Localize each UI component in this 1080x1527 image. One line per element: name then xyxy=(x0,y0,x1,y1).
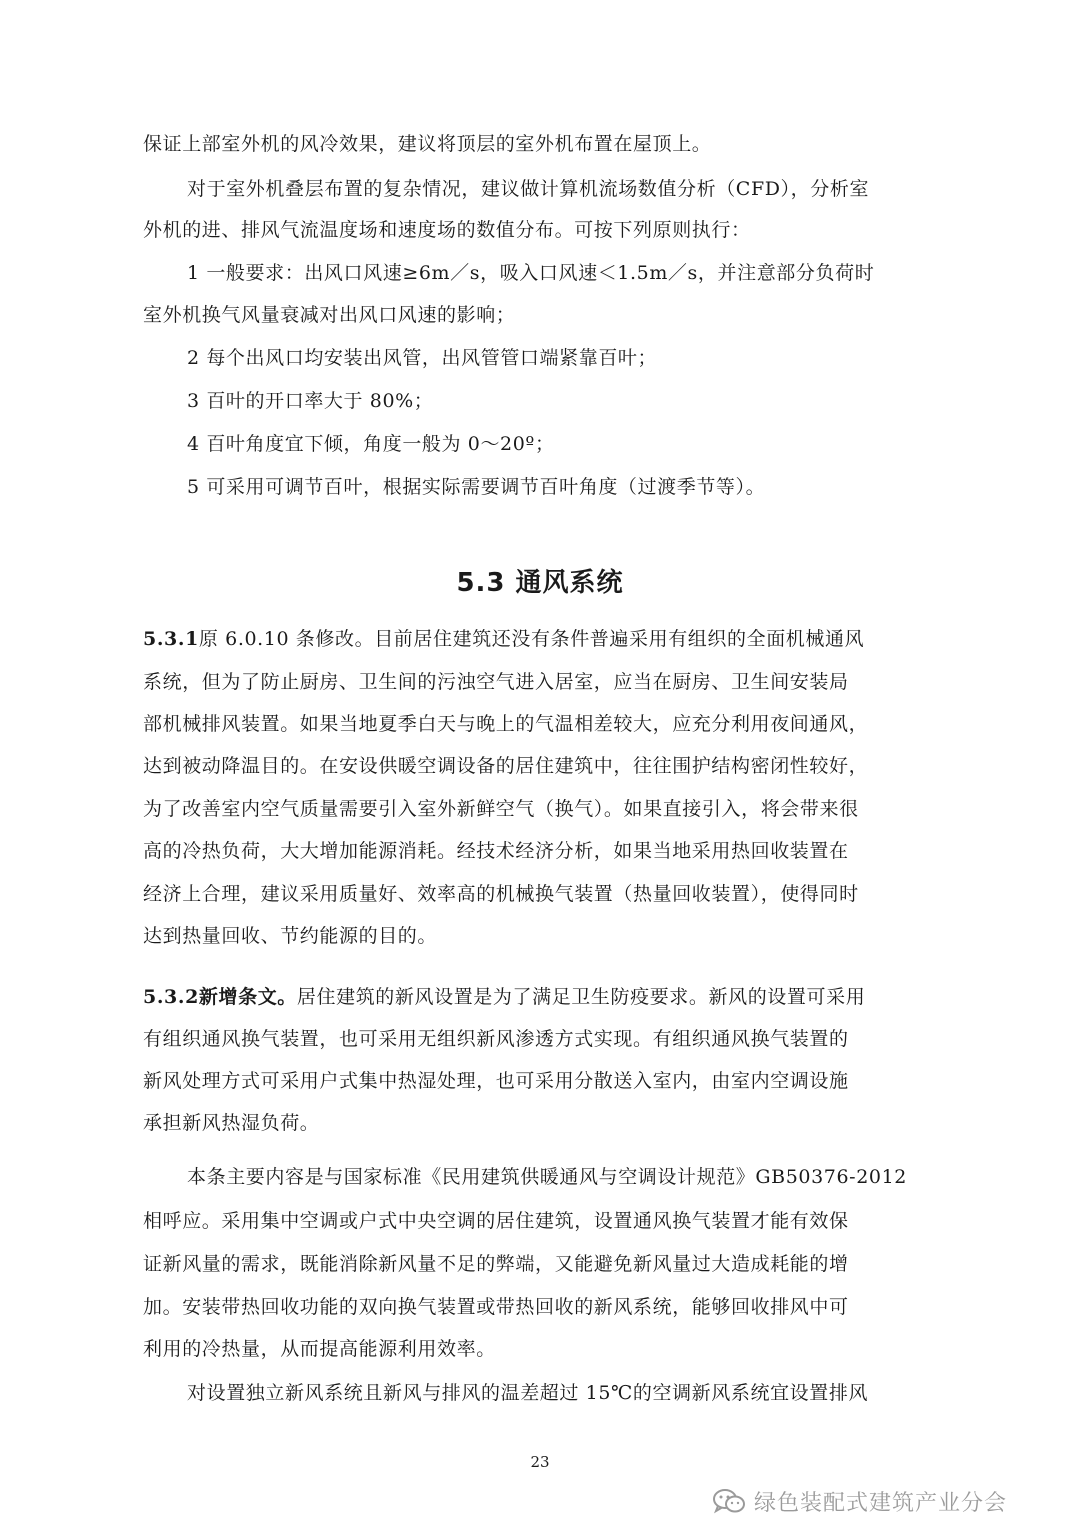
text-line: 加。安装带热回收功能的双向换气装置或带热回收的新风系统，能够回收排风中可 xyxy=(143,1296,849,1318)
text-line: 室外机换气风量衰减对出风口风速的影响； xyxy=(143,304,516,326)
clause-number: 5.3.2 xyxy=(143,986,199,1008)
text-line: 相呼应。采用集中空调或户式中央空调的居住建筑，设置通风换气装置才能有效保 xyxy=(143,1210,849,1232)
clause-text: 原 6.0.10 条修改。目前居住建筑还没有条件普遍采用有组织的全面机械通风 xyxy=(198,628,865,650)
clause-5-3-1-first-line xyxy=(143,627,864,651)
section-heading: 5.3 通风系统 xyxy=(456,568,624,598)
clause-label: 新增条文。 xyxy=(198,986,297,1008)
wechat-icon xyxy=(712,1488,746,1514)
text-line: 证新风量的需求，既能消除新风量不足的弊端，又能避免新风量过大造成耗能的增 xyxy=(143,1253,849,1275)
clause-text: 居住建筑的新风设置是为了满足卫生防疫要求。新风的设置可采用 xyxy=(296,986,866,1008)
text-line: 承担新风热湿负荷。 xyxy=(143,1112,320,1134)
watermark-text: 绿色装配式建筑产业分会 xyxy=(754,1490,1008,1516)
page-number: 23 xyxy=(530,1453,550,1471)
text-line: 保证上部室外机的风冷效果，建议将顶层的室外机布置在屋顶上。 xyxy=(143,133,712,155)
text-line: 系统，但为了防止厨房、卫生间的污浊空气进入居室，应当在厨房、卫生间安装局 xyxy=(143,671,849,693)
text-line: 为了改善室内空气质量需要引入室外新鲜空气（换气）。如果直接引入，将会带来很 xyxy=(143,798,859,820)
text-line: 新风处理方式可采用户式集中热湿处理，也可采用分散送入室内，由室内空调设施 xyxy=(143,1070,849,1092)
list-item-3: 3 百叶的开口率大于 80%； xyxy=(187,390,434,412)
text-line: 对设置独立新风系统且新风与排风的温差超过 15℃的空调新风系统宜设置排风 xyxy=(187,1382,869,1404)
text-line: 达到热量回收、节约能源的目的。 xyxy=(143,925,438,947)
list-item-4: 4 百叶角度宜下倾，角度一般为 0～20º； xyxy=(187,433,555,455)
text-line: 部机械排风装置。如果当地夏季白天与晚上的气温相差较大，应充分利用夜间通风， xyxy=(143,713,869,735)
watermark xyxy=(712,1486,1007,1516)
text-line: 本条主要内容是与国家标准《民用建筑供暖通风与空调设计规范》GB50376-2012 xyxy=(187,1166,907,1188)
text-line: 达到被动降温目的。在安设供暖空调设备的居住建筑中，往往围护结构密闭性较好， xyxy=(143,755,869,777)
text-line: 有组织通风换气装置，也可采用无组织新风渗透方式实现。有组织通风换气装置的 xyxy=(143,1028,849,1050)
text-line: 经济上合理，建议采用质量好、效率高的机械换气装置（热量回收装置），使得同时 xyxy=(143,883,859,905)
list-item-5: 5 可采用可调节百叶，根据实际需要调节百叶角度（过渡季节等）。 xyxy=(187,476,766,498)
clause-5-3-2-first-line xyxy=(143,985,865,1009)
list-item-1: 1 一般要求：出风口风速≥6m／s，吸入口风速＜1.5m／s，并注意部分负荷时 xyxy=(187,262,875,284)
text-line: 高的冷热负荷，大大增加能源消耗。经技术经济分析，如果当地采用热回收装置在 xyxy=(143,840,849,862)
text-line: 外机的进、排风气流温度场和速度场的数值分布。可按下列原则执行： xyxy=(143,219,751,241)
list-item-2: 2 每个出风口均安装出风管，出风管管口端紧靠百叶； xyxy=(187,347,658,369)
text-line: 对于室外机叠层布置的复杂情况，建议做计算机流场数值分析（CFD），分析室 xyxy=(187,178,870,200)
clause-number: 5.3.1 xyxy=(143,628,199,650)
text-line: 利用的冷热量，从而提高能源利用效率。 xyxy=(143,1338,496,1360)
